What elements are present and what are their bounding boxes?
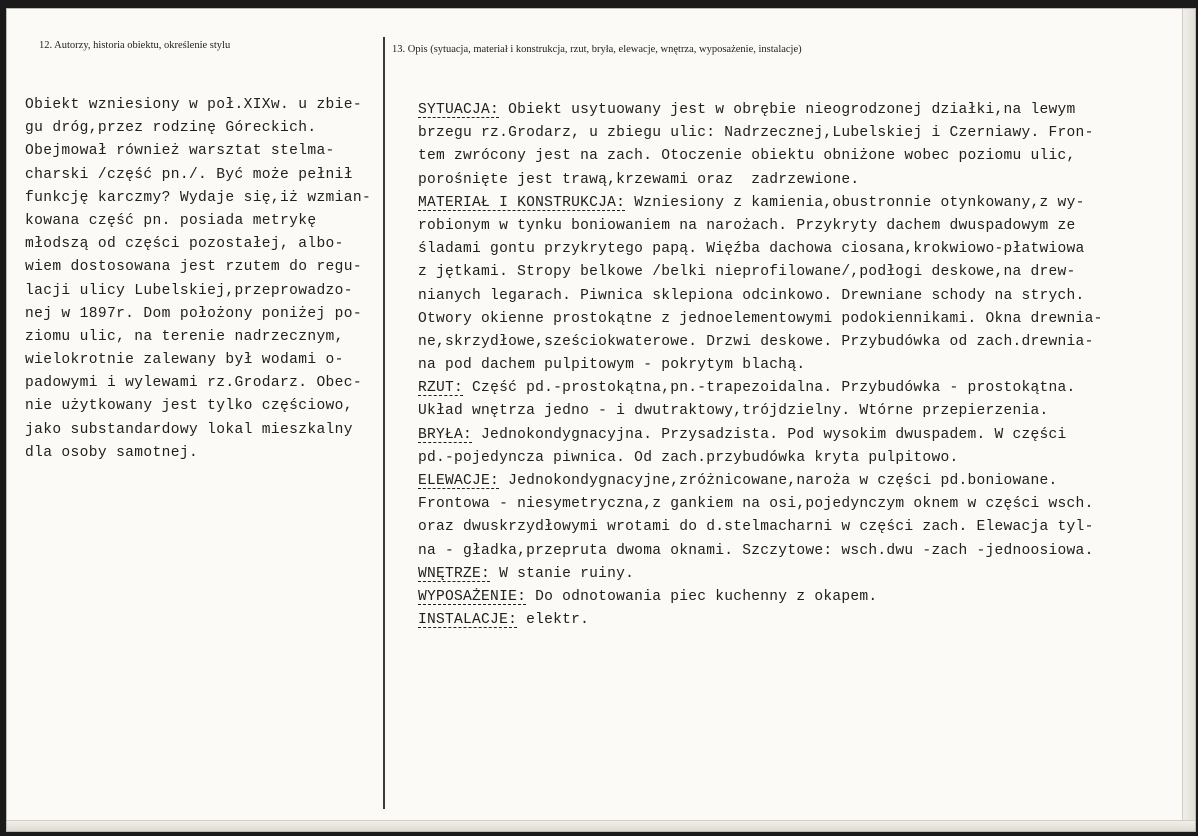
history-text-line: nej w 1897r. Dom położony poniżej po- <box>25 305 362 322</box>
right-column-text <box>418 99 1103 632</box>
section-text: na - gładka,przepruta dwoma oknami. Szczytowe: wsch.dwu -zach -jednoosiowa. <box>418 542 1094 559</box>
section-text: Jednokondygnacyjna. Przysadzista. Pod wysokim dwuspadem. W części <box>472 426 1067 443</box>
description-text-line <box>418 261 1103 284</box>
history-text-line: młodszą od części pozostałej, albo- <box>25 236 344 253</box>
section-text: robionym w tynku boniowaniem na narożach. Przykryty dachem dwuspadowym ze <box>418 217 1076 234</box>
section-heading: WNĘTRZE: <box>418 565 491 582</box>
history-text-line: nie użytkowany jest tylko częściowo, <box>25 398 353 415</box>
history-text-line: jako substandardowy lokal mieszkalny <box>25 421 353 438</box>
section-heading: INSTALACJE: <box>418 612 518 629</box>
left-column-text <box>25 94 371 465</box>
section-heading: SYTUACJA: <box>418 102 500 118</box>
left-column-header: 12. Autorzy, historia obiektu, określenie stylu <box>39 40 231 51</box>
description-text-line <box>418 516 1103 539</box>
description-text-line <box>418 540 1103 563</box>
description-text-line <box>418 122 1103 145</box>
section-text: śladami gontu przykrytego papą. Więźba dachowa ciosana,krokwiowo-płatwiowa <box>418 241 1085 258</box>
section-text: elektr. <box>517 612 590 629</box>
section-text: nianych legarach. Piwnica sklepiona odcinkowo. Drewniane schody na strych. <box>418 287 1085 304</box>
description-text-line <box>418 192 1103 215</box>
description-text-line <box>418 586 1103 609</box>
section-text: Układ wnętrza jedno - i dwutraktowy,trójdzielny. Wtórne przepierzenia. <box>418 403 1049 420</box>
section-text: W stanie ruiny. <box>490 565 635 582</box>
section-text: na pod dachem pulpitowym - pokrytym blachą. <box>418 357 806 374</box>
section-text: pd.-pojedyncza piwnica. Od zach.przybudówka kryta pulpitowo. <box>418 449 959 466</box>
description-text-line <box>418 354 1103 377</box>
section-heading: WYPOSAŻENIE: <box>418 588 527 605</box>
description-text-line <box>418 563 1103 586</box>
section-text: ne,skrzydłowe,sześciokwaterowe. Drzwi deskowe. Przybudówka od zach.drewnia- <box>418 333 1094 350</box>
description-text-line <box>418 285 1103 308</box>
history-text-line: ziomu ulic, na terenie nadrzecznym, <box>25 328 344 345</box>
history-text-line: charski /część pn./. Być może pełnił <box>25 166 353 183</box>
history-text-line: padowymi i wylewami rz.Grodarz. Obec- <box>25 375 362 392</box>
section-text: oraz dwuskrzydłowymi wrotami do d.stelmacharni w części zach. Elewacja tyl- <box>418 519 1094 536</box>
history-text-line: Obejmował również warsztat stelma- <box>25 143 335 160</box>
section-text: Wzniesiony z kamienia,obustronnie otynkowany,z wy- <box>625 194 1085 211</box>
section-heading: MATERIAŁ I KONSTRUKCJA: <box>418 194 626 211</box>
description-text-line <box>418 169 1103 192</box>
section-text: brzegu rz.Grodarz, u zbiegu ulic: Nadrzecznej,Lubelskiej i Czerniawy. Fron- <box>418 125 1094 142</box>
section-text: z jętkami. Stropy belkowe /belki nieprofilowane/,podłogi deskowe,na drew- <box>418 264 1076 281</box>
description-text-line <box>418 238 1103 261</box>
history-text-line: gu dróg,przez rodzinę Góreckich. <box>25 120 317 137</box>
history-text-line: dla osoby samotnej. <box>25 444 199 461</box>
section-text: Do odnotowania piec kuchenny z okapem. <box>526 588 878 605</box>
section-heading: RZUT: <box>418 380 464 397</box>
description-text-line <box>418 447 1103 470</box>
column-divider <box>383 37 385 809</box>
description-text-line <box>418 424 1103 447</box>
section-text: Otwory okienne prostokątne z jednoelementowymi podokiennikami. Okna drewnia- <box>418 310 1103 327</box>
right-column-header: 13. Opis (sytuacja, materiał i konstrukcja, rzut, bryła, elewacje, wnętrza, wyposażenie, instalacje) <box>392 44 802 55</box>
card-bottom-edge <box>7 820 1195 831</box>
history-text-line: wielokrotnie zalewany był wodami o- <box>25 352 344 369</box>
history-text-line: kowana część pn. posiada metrykę <box>25 212 317 229</box>
description-text-line <box>418 331 1103 354</box>
section-text: Frontowa - niesymetryczna,z gankiem na osi,pojedynczym oknem w części wsch. <box>418 496 1094 513</box>
section-text: porośnięte jest trawą,krzewami oraz zadrzewione. <box>418 171 860 188</box>
history-text-line: lacji ulicy Lubelskiej,przeprowadzo- <box>25 282 353 299</box>
history-text-line: Obiekt wzniesiony w poł.XIXw. u zbie- <box>25 97 362 113</box>
section-heading: BRYŁA: <box>418 426 473 443</box>
description-text-line <box>418 145 1103 168</box>
section-text: tem zwrócony jest na zach. Otoczenie obiektu obniżone wobec poziomu ulic, <box>418 148 1076 165</box>
card-right-edge <box>1182 9 1195 831</box>
section-text: Jednokondygnacyjne,zróżnicowane,naroża w części pd.boniowane. <box>499 473 1058 489</box>
history-text-line: wiem dostosowana jest rzutem do regu- <box>25 259 362 276</box>
description-text-line <box>418 470 1103 493</box>
description-text-line <box>418 215 1103 238</box>
description-text-line <box>418 493 1103 516</box>
section-text: Obiekt usytuowany jest w obrębie nieogrodzonej działki,na lewym <box>499 102 1076 118</box>
description-text-line <box>418 308 1103 331</box>
history-text-line: funkcję karczmy? Wydaje się,iż wzmian- <box>25 189 372 206</box>
description-text-line <box>418 400 1103 423</box>
section-text: Część pd.-prostokątna,pn.-trapezoidalna. Przybudówka - prostokątna. <box>463 380 1076 397</box>
description-text-line <box>418 377 1103 400</box>
section-heading: ELEWACJE: <box>418 473 500 489</box>
description-text-line <box>418 99 1103 122</box>
description-text-line <box>418 609 1103 632</box>
